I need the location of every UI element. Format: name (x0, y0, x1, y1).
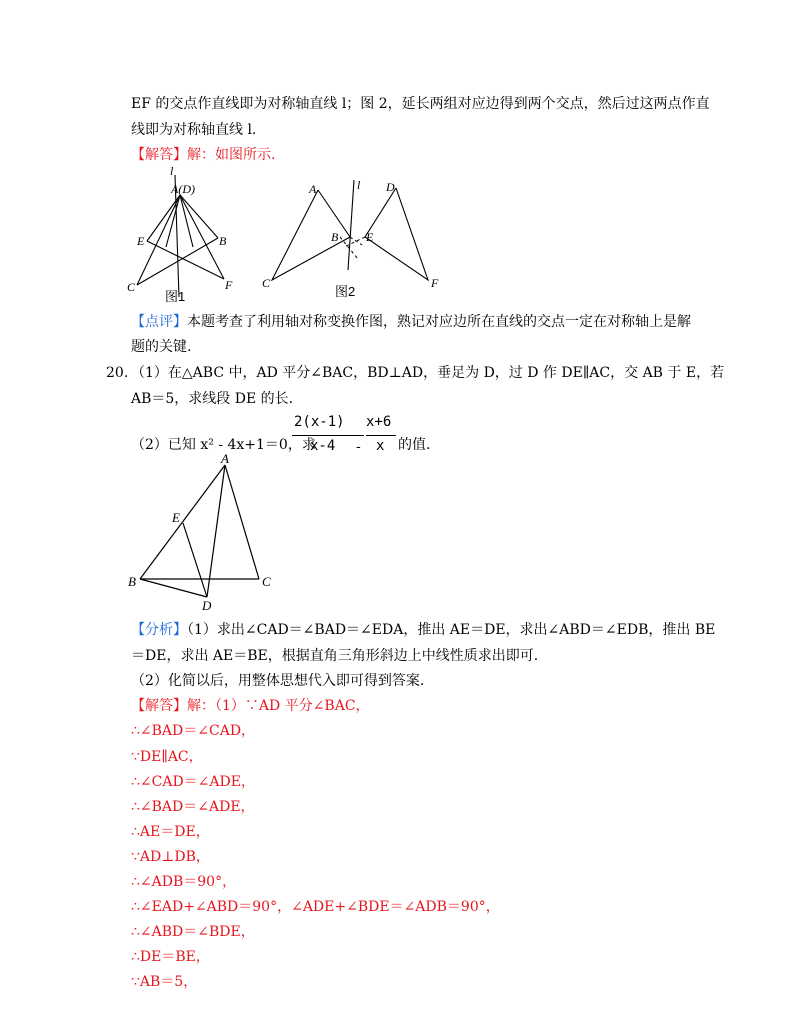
fig3-seg-AC (225, 465, 259, 579)
solution-step: ∴∠ABD＝∠BDE， (131, 924, 255, 940)
fig3-seg-ED (183, 523, 207, 597)
fig3-label-E: E (172, 510, 180, 525)
fig3-label-A: A (221, 451, 229, 466)
analysis-text-1: （1）求出∠CAD＝∠BAD＝∠EDA，推出 AE＝DE，求出∠ABD＝∠EDB，推出 BE (187, 622, 716, 638)
figure-1 (125, 165, 245, 305)
fig2-caption: 图2 (335, 284, 356, 299)
comment-line-1 (131, 313, 691, 331)
solution-step: ∴∠EAD+∠ABD＝90°，∠ADE+∠BDE＝∠ADB＝90°， (131, 899, 500, 915)
fig2-label-F: F (431, 276, 439, 290)
solution-step: ∴∠BAD＝∠ADE， (131, 799, 255, 815)
q20-line-3-pre: （2）已知 x² - 4x+1＝0，求 (131, 437, 316, 453)
fraction-1 (292, 414, 364, 458)
answer-1 (131, 146, 275, 164)
answer-text: 解：如图所示. (187, 147, 276, 163)
solution-step: ∴DE＝BE， (131, 949, 210, 965)
fig1-label-E: E (137, 234, 145, 248)
fig3-label-C: C (262, 574, 271, 589)
solution-head-text: 解：（1）∵AD 平分∠BAC， (187, 698, 370, 714)
figure-3 (125, 450, 285, 615)
comment-tag: 【点评】 (131, 314, 187, 330)
fig2-label-B: B (331, 230, 339, 244)
analysis-line-3: （2）化简以后，用整体思想代入即可得到答案. (131, 673, 425, 689)
solution-step: ∴∠CAD＝∠ADE， (131, 774, 255, 790)
intro-line-1: EF 的交点作直线即为对称轴直线 l；图 2，延长两组对应边得到两个交点，然后过这两点作直 (131, 96, 710, 112)
comment-text-1: 本题考查了利用轴对称变换作图，熟记对应边所在直线的交点一定在对称轴上是解 (187, 314, 691, 330)
fraction-1-numerator: 2(x-1) (294, 414, 345, 430)
fig1-label-F: F (225, 278, 233, 292)
q20-line-2: AB＝5，求线段 DE 的长. (131, 391, 294, 407)
fig2-triangle-DEF (365, 188, 428, 280)
fig1-caption: 图1 (165, 289, 186, 304)
fig2-label-A: A (309, 182, 317, 196)
fig2-axis-l (348, 180, 354, 270)
fig1-seg-AE (147, 195, 180, 241)
figure-2 (258, 175, 458, 300)
fraction-2-denominator: x (376, 438, 385, 454)
analysis-line-1 (131, 621, 715, 639)
fig2-label-D: D (386, 180, 395, 194)
fraction-1-denominator: x-4 (310, 438, 336, 454)
comment-line-2: 题的关键. (131, 339, 192, 355)
fig1-label-C: C (127, 280, 136, 294)
q20-number: 20. (106, 365, 129, 381)
fig2-label-C: C (262, 276, 271, 290)
solution-tag: 【解答】 (131, 698, 187, 714)
fig1-label-B: B (219, 234, 227, 248)
q20-line-3-post: 的值. (398, 437, 431, 453)
fig3-label-B: B (128, 574, 136, 589)
answer-tag: 【解答】 (131, 147, 187, 163)
fig2-label-l: l (357, 178, 361, 192)
fig1-seg-EF (147, 241, 224, 279)
fraction-1-bar (292, 435, 364, 436)
analysis-line-2: ＝DE，求出 AE＝BE，根据直角三角形斜边上中线性质求出即可. (131, 648, 539, 664)
solution-step: ∵AB＝5， (131, 974, 198, 990)
solution-head (131, 697, 370, 715)
solution-step: ∴∠ADB＝90°， (131, 874, 237, 890)
intro-line-2: 线即为对称轴直线 l. (131, 122, 257, 138)
solution-step: ∵AD⊥DB， (131, 849, 210, 865)
fraction-2 (366, 414, 396, 458)
fraction-minus: - (356, 439, 361, 455)
fraction-2-numerator: x+6 (366, 414, 392, 430)
fraction-2-bar (366, 435, 396, 436)
fig1-label-l: l (170, 165, 174, 178)
solution-step: ∴∠BAD＝∠CAD， (131, 723, 256, 739)
solution-step: ∴AE＝DE， (131, 824, 210, 840)
q20-line-1: （1）在△ABC 中，AD 平分∠BAC，BD⊥AD，垂足为 D，过 D 作 DE∥AC，交 AB 于 E，若 (131, 365, 725, 381)
analysis-tag: 【分析】 (131, 622, 187, 638)
solution-step: ∵DE∥AC， (131, 749, 203, 765)
fig3-seg-BD (140, 579, 207, 597)
fig2-label-E: E (366, 230, 374, 244)
fig1-label-AD: A(D) (171, 182, 195, 196)
fig3-label-D: D (202, 598, 212, 613)
